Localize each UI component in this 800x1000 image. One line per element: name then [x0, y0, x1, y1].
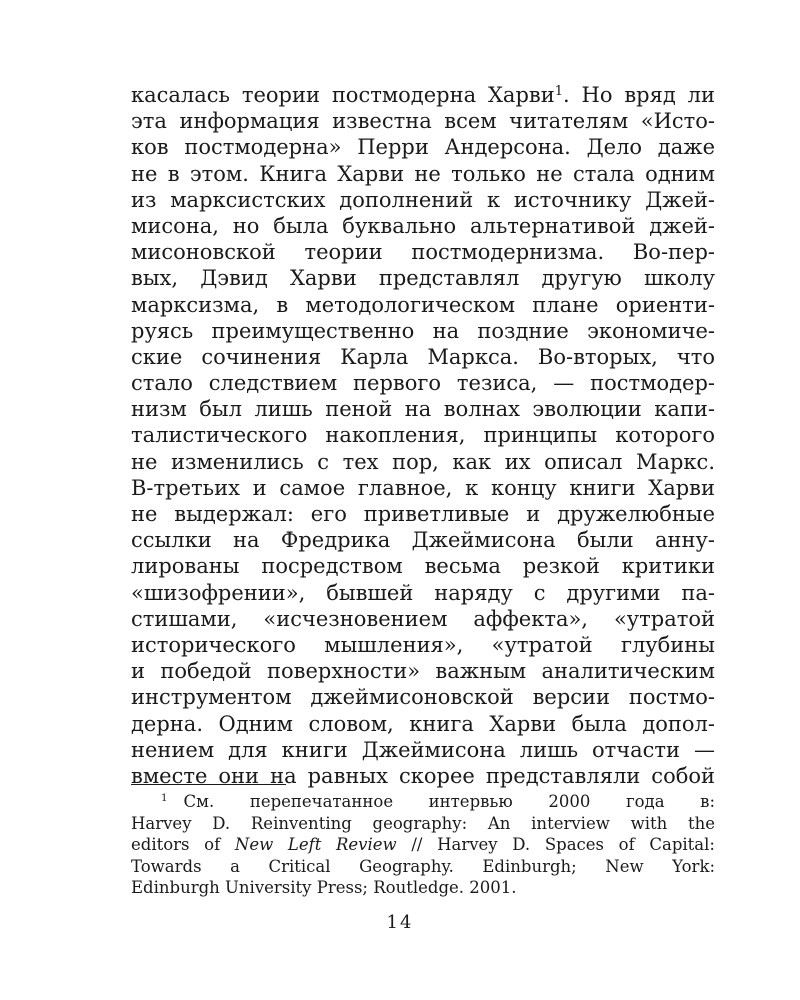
footnote	[131, 791, 715, 899]
text-line: касалась теории постмодерна Харви$^1$. Но вряд ли	[131, 83, 715, 107]
text-line: вместе они на равных скорее представляли собой	[131, 763, 715, 788]
text-line: не в этом. Книга Харви не только не стала одним	[131, 161, 715, 186]
text-line: вых, Дэвид Харви представлял другую школу	[131, 266, 715, 291]
footnote-line: Edinburgh University Press; Routledge. 2001.	[131, 878, 517, 897]
text-line: нением для книги Джеймисона лишь отчасти —	[131, 737, 715, 762]
text-line: из марксистских дополнений к источнику Джей-	[131, 187, 715, 212]
text-line: стишами, «исчезновением аффекта», «утратой	[131, 606, 715, 631]
text-line: стало следствием первого тезиса, — постмодер-	[131, 371, 715, 396]
text-line: не выдержал: его приветливые и дружелюбные	[131, 502, 715, 526]
main-text-block	[131, 82, 715, 789]
footnote-marker: 1	[161, 793, 168, 805]
footnote-line: Harvey D. Reinventing geography: An interview with the	[131, 813, 715, 833]
text-line: мисоновской теории постмодернизма. Во-пер-	[131, 240, 715, 265]
text-line: исторического мышления», «утратой глубины	[131, 632, 715, 657]
text-line: В-третьих и самое главное, к концу книги Харви	[131, 475, 715, 500]
text-line: эта информация известна всем читателям «Исто-	[131, 109, 715, 134]
text-line: талистического накопления, принципы которого	[131, 423, 715, 448]
journal-title: New Left Review	[234, 835, 397, 854]
text-line: не изменились с тех пор, как их описал Маркс.	[131, 449, 715, 474]
footnote-line: Towards a Critical Geography. Edinburgh; New York:	[131, 856, 715, 876]
text-line: дерна. Одним словом, книга Харви была допол-	[131, 711, 715, 736]
text-line: лированы посредством весьма резкой критики	[131, 554, 715, 579]
text-line: марксизма, в методологическом плане ориенти-	[131, 292, 715, 317]
text-line: ков постмодерна» Перри Андерсона. Дело даже	[131, 135, 715, 160]
text-line: «шизофрении», бывшей наряду с другими па-	[131, 580, 715, 605]
footnote-divider	[131, 784, 286, 785]
footnote-reference[interactable]: 1	[554, 83, 563, 99]
text-line: мисона, но была буквально альтернативой джей-	[131, 213, 715, 238]
text-line: и победой поверхности» важным аналитическим	[131, 659, 715, 684]
page-number: 14	[386, 912, 414, 933]
footnote-line: $^1$ См. перепечатанное интервью 2000 года в:	[161, 792, 715, 811]
text-line: руясь преимущественно на поздние экономиче-	[131, 318, 715, 343]
text-line: низм был лишь пеной на волнах эволюции капи-	[131, 397, 715, 422]
text-line: ссылки на Фредрика Джеймисона были анну-	[131, 528, 715, 553]
text-line: ские сочинения Карла Маркса. Во-вторых, что	[131, 344, 715, 369]
footnote-line: editors of New Left Review // Harvey D. Spaces of Capital:	[131, 835, 715, 854]
text-line: инструментом джеймисоновской версии постмо-	[131, 685, 715, 710]
